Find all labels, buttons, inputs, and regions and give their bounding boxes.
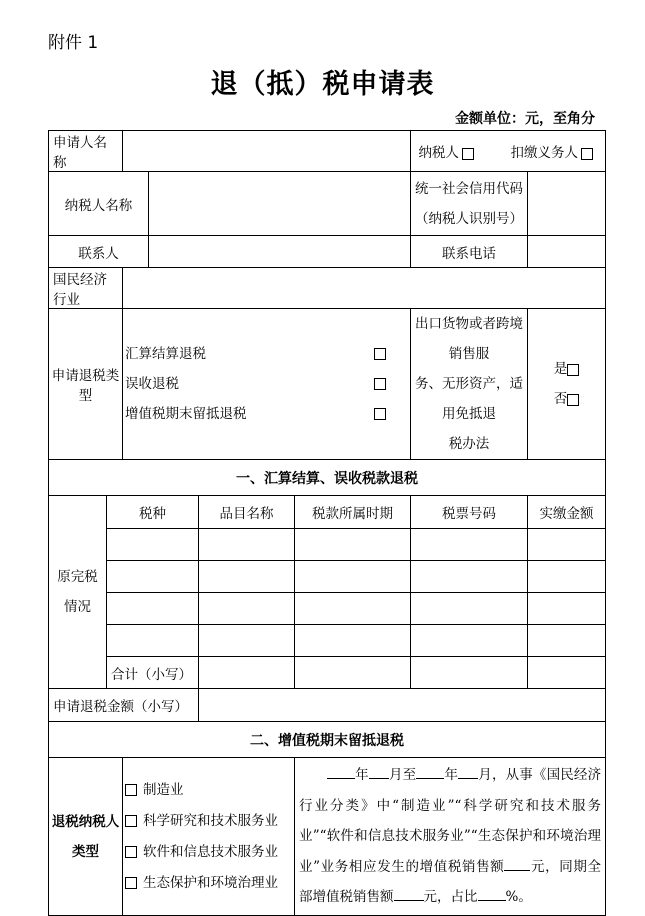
option-settlement[interactable]: 汇算结算退税 (125, 339, 408, 369)
subtotal-row (49, 657, 606, 689)
start-month-blank[interactable] (369, 778, 389, 779)
credit-code-value[interactable] (528, 172, 606, 236)
table-row (49, 593, 606, 625)
ratio-blank[interactable] (478, 900, 506, 901)
applicant-name-value[interactable] (123, 131, 411, 172)
withholder-checkbox[interactable] (581, 148, 593, 160)
checkbox[interactable] (374, 408, 386, 420)
col-tax-period: 税款所属时期 (295, 496, 411, 529)
option-vat-credit[interactable]: 增值税期末留抵退税 (125, 399, 408, 429)
refund-application-form (48, 130, 606, 916)
industry-sales-blank[interactable] (504, 870, 530, 871)
taxpayer-type-label: 退税纳税人 类型 (49, 758, 123, 916)
credit-code-label (411, 172, 528, 236)
end-year-blank[interactable] (416, 778, 444, 779)
checkbox[interactable] (125, 846, 137, 858)
table-row (49, 529, 606, 561)
phone-label: 联系电话 (411, 236, 528, 268)
table-row (49, 561, 606, 593)
checkbox[interactable] (374, 348, 386, 360)
refund-type-label: 申请退税类型 (49, 309, 123, 460)
col-paid-amount: 实缴金额 (528, 496, 606, 529)
refund-amount-value[interactable] (199, 689, 606, 722)
applicant-type-cell (411, 131, 606, 172)
applicant-name-label: 申请人名称 (49, 131, 123, 172)
type-manufacturing[interactable]: 制造业 (125, 775, 292, 806)
option-mistaken[interactable]: 误收退税 (125, 369, 408, 399)
taxpayer-label: 纳税人 (418, 145, 459, 161)
no-checkbox[interactable] (567, 394, 579, 406)
type-ecology[interactable]: 生态保护和环境治理业 (125, 868, 292, 899)
attachment-label: 附件 1 (48, 33, 99, 53)
industry-value[interactable] (123, 268, 606, 309)
total-sales-blank[interactable] (394, 900, 424, 901)
end-month-blank[interactable] (458, 778, 478, 779)
yes-checkbox[interactable] (567, 364, 579, 376)
type-research[interactable]: 科学研究和技术服务业 (125, 806, 292, 837)
industry-type-list (123, 758, 295, 916)
sales-ratio-statement: 年 月至 年 月，从事《国民经济行业分类》中“制造业”“科学研究和技术服务业”“软件和信息技术服务业”“生态保护和环境治理业”业务相应发生的增值税销售额 元，同期全部增值税销售额 元，占比 %。 (295, 758, 606, 916)
type-software[interactable]: 软件和信息技术服务业 (125, 837, 292, 868)
yes-label: 是 (553, 361, 568, 377)
form-title: 退（抵）税申请表 (210, 69, 435, 100)
section1-heading: 一、汇算结算、误收税款退税 (49, 460, 606, 496)
checkbox[interactable] (125, 784, 137, 796)
export-line-3: 税办法 (448, 436, 490, 452)
credit-code-line1: 统一社会信用代码 (415, 180, 523, 197)
amount-unit: 金额单位：元，至角分 (455, 111, 595, 127)
table-row (49, 625, 606, 657)
industry-label: 国民经济行业 (49, 268, 123, 309)
no-label: 否 (553, 391, 568, 407)
contact-label: 联系人 (49, 236, 149, 268)
taxpayer-name-value[interactable] (149, 172, 411, 236)
col-tax-type: 税种 (107, 496, 199, 529)
refund-amount-label: 申请退税金额（小写） (49, 689, 199, 722)
credit-code-line2: （纳税人识别号） (415, 210, 523, 227)
subtotal-label: 合计（小写） (107, 657, 199, 689)
export-answer (528, 309, 606, 460)
start-year-blank[interactable] (327, 778, 355, 779)
export-line-1: 出口货物或者跨境销售服 (415, 316, 523, 362)
checkbox[interactable] (125, 815, 137, 827)
taxpayer-checkbox[interactable] (462, 148, 474, 160)
checkbox[interactable] (125, 877, 137, 889)
phone-value[interactable] (528, 236, 606, 268)
refund-type-options (123, 309, 411, 460)
col-item-name: 品目名称 (199, 496, 295, 529)
export-line-2: 务、无形资产，适用免抵退 (415, 376, 523, 422)
taxpayer-name-label: 纳税人名称 (49, 172, 149, 236)
export-question (411, 309, 528, 460)
contact-value[interactable] (149, 236, 411, 268)
original-tax-label: 原完税 情况 (49, 496, 107, 689)
section2-heading: 二、增值税期末留抵退税 (49, 722, 606, 758)
col-ticket-no: 税票号码 (411, 496, 528, 529)
checkbox[interactable] (374, 378, 386, 390)
withholder-label: 扣缴义务人 (510, 145, 579, 161)
